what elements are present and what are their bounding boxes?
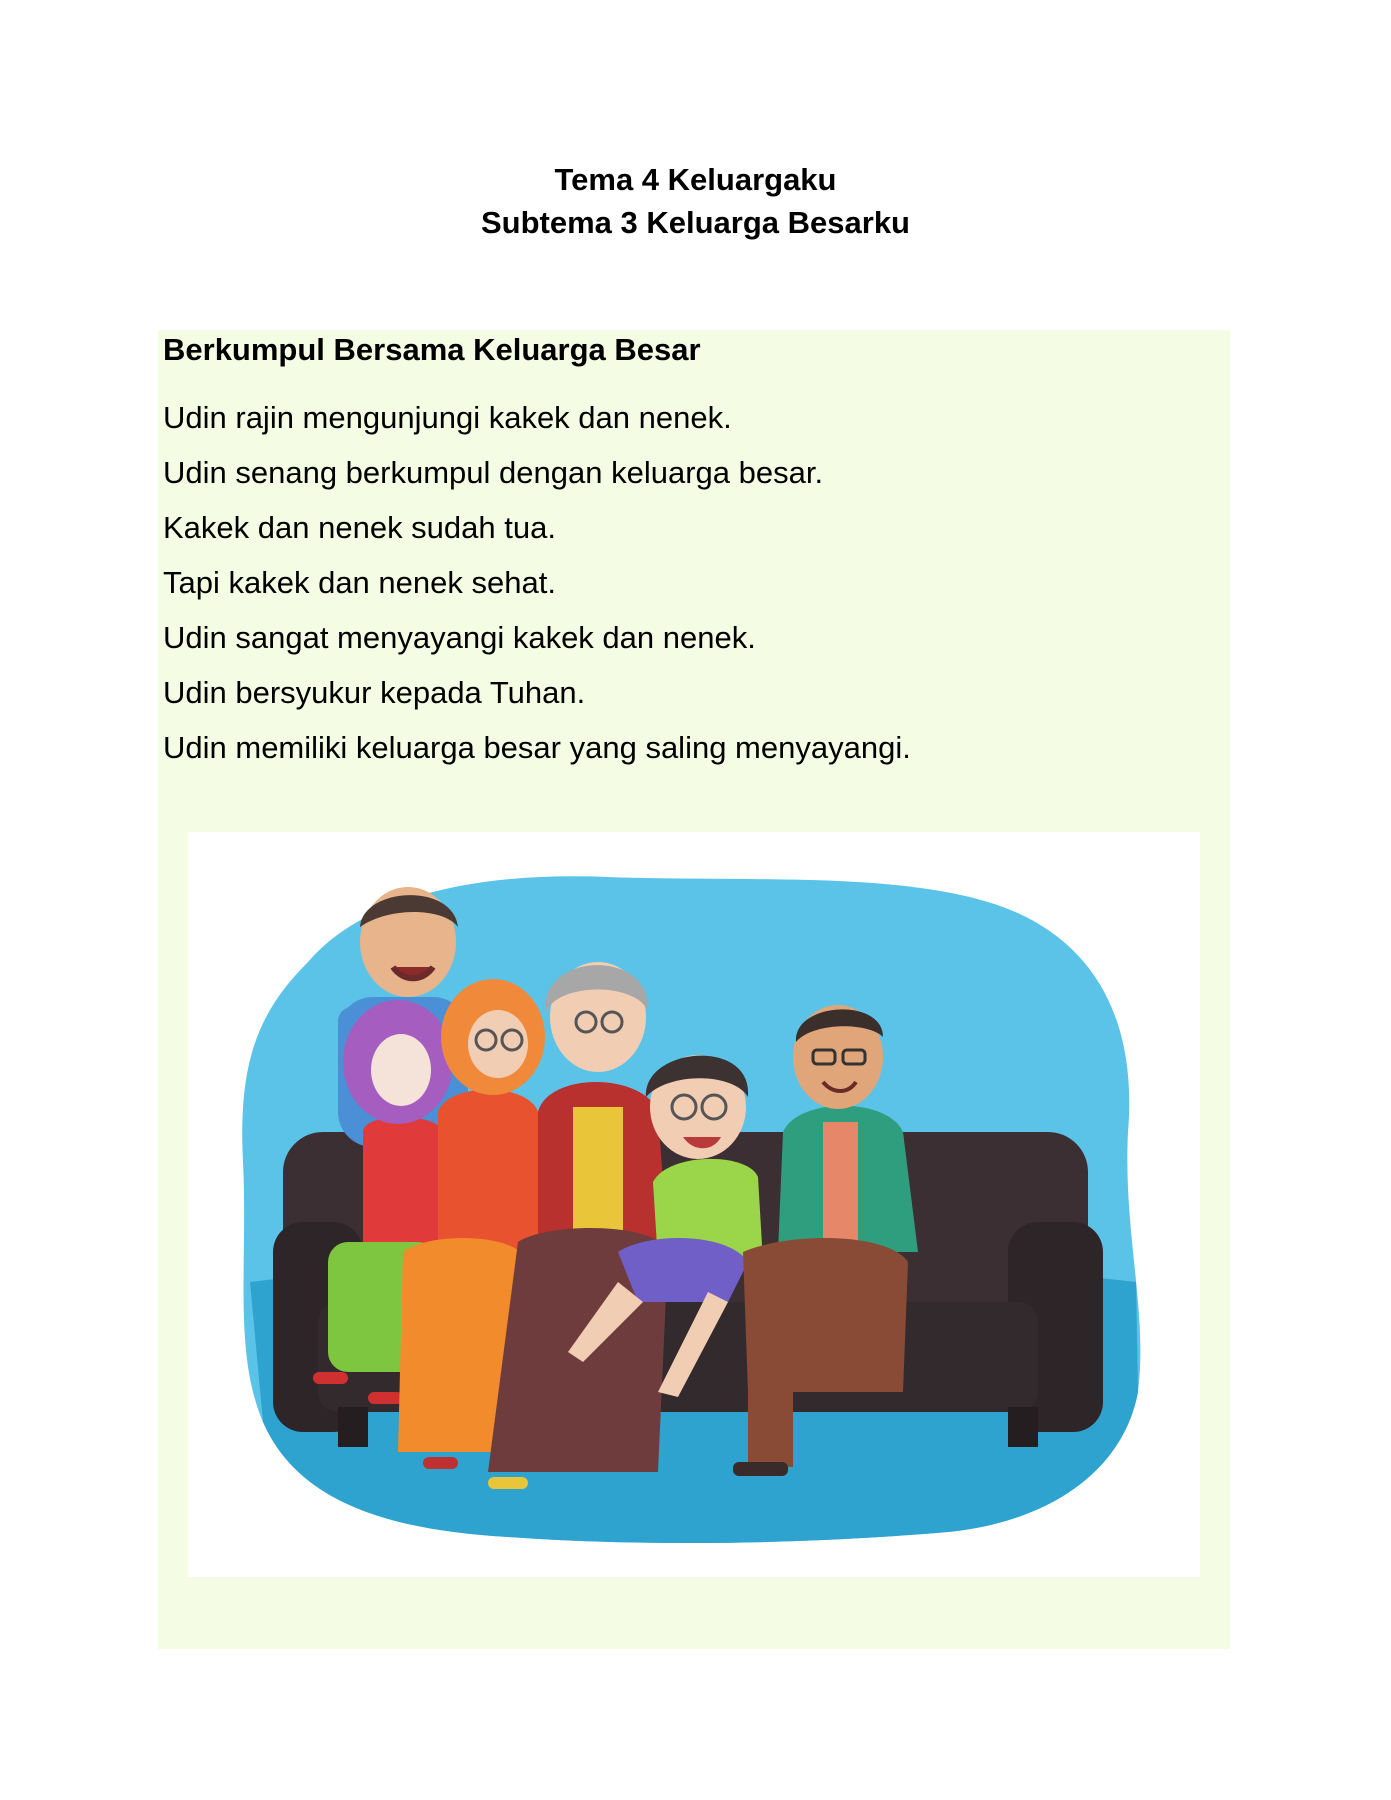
reading-panel: [158, 330, 1230, 1649]
page-subtitle: Subtema 3 Keluarga Besarku: [480, 205, 910, 240]
reading-line: Udin sangat menyayangi kakek dan nenek.: [163, 620, 756, 655]
reading-lines: [163, 390, 911, 775]
reading-line: Udin bersyukur kepada Tuhan.: [163, 675, 586, 710]
reading-line: Udin memiliki keluarga besar yang saling menyayangi.: [163, 730, 911, 765]
reading-line: Udin senang berkumpul dengan keluarga besar.: [163, 455, 824, 490]
title-block: [0, 158, 1391, 244]
reading-line: Kakek dan nenek sudah tua.: [163, 510, 556, 545]
reading-heading: Berkumpul Bersama Keluarga Besar: [163, 332, 701, 367]
family-on-sofa-picture: [188, 832, 1200, 1577]
family-illustration: [188, 832, 1200, 1577]
page-title: Tema 4 Keluargaku: [554, 162, 837, 197]
reading-line: Tapi kakek dan nenek sehat.: [163, 565, 556, 600]
reading-line: Udin rajin mengunjungi kakek dan nenek.: [163, 400, 732, 435]
